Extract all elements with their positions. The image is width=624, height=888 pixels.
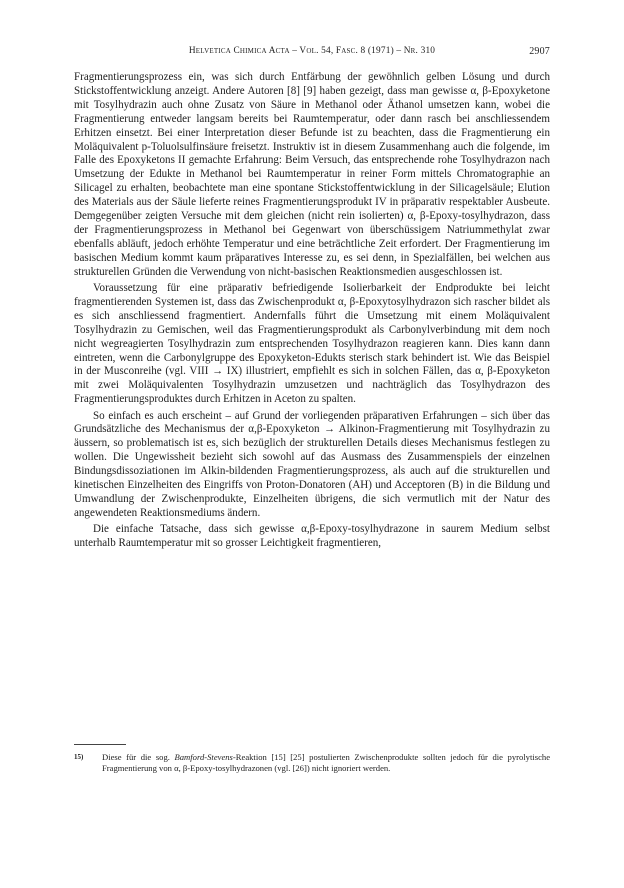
paragraph-isolation: Voraussetzung für eine präparativ befriedigende Isolierbarkeit der Endprodukte bei leicht fragmentierenden Systemen ist, dass das Zwischenprodukt α, β-Epoxytosylhydrazon sich rascher bildet als es sich anschliessend fragmentiert. Andernfalls führt die Umsetzung mit einem Moläquivalent Tosylhydrazin zu Gemischen, weil das Fragmentierungsprodukt als Carbonylverbindung mit dem noch nicht wegreagierten Tosylhydrazin zum entsprechenden Tosylhydrazon reagieren kann. Dies kann dann eintreten, wenn die Carbonylgruppe des Epoxyketon-Edukts sterisch stark behindert ist. Wie das Beispiel in der Musconreihe (vgl. VIII → IX) illustriert, empfiehlt es sich in solchen Fällen, das α, β-Epoxyketon mit zwei Moläquivalenten Tosylhydrazin umzusetzen und nachträglich das Tosylhydrazon des Fragmentierungsproduktes durch Erhitzen in Aceton zu spalten. (74, 281, 550, 406)
journal-citation: Helvetica Chimica Acta – Vol. 54, Fasc. 8 (1971) – Nr. 310 (188, 46, 436, 56)
footnote-rest: -Reaktion [15] [25] postulierten Zwischenprodukte sollten jedoch für die pyrolytische Fragmentierung von α, β-Epoxy-tosylhydrazonen (vgl. [26]) nicht ignoriert werden. (102, 752, 551, 774)
footnote (74, 752, 550, 775)
footnote-text (102, 752, 550, 775)
footnote-reaction-name: Bamford-Stevens (174, 752, 233, 762)
running-header (74, 46, 550, 60)
paragraph-continued: Fragmentierungsprozess ein, was sich durch Entfärbung der gewöhnlich gelben Lösung und durch Stickstoffentwicklung anzeigt. Andere Autoren [8] [9] haben gezeigt, dass man gewisse α, β-Epoxyketone mit Tosylhydrazin auch ohne Zusatz von Säure in Methanol oder Äthanol umsetzen kann, wobei die Fragmentierung entweder langsam bereits bei Raumtemperatur, oder dann rasch bei anschliessendem Erhitzen einsetzt. Bei einer Interpretation dieser Befunde ist zu beachten, dass die Fragmentierung ein Moläquivalent p-Toluolsulfinsäure freisetzt. Instruktiv ist in diesem Zusammenhang auch die folgende, im Falle des Epoxyketons II gemachte Erfahrung: Beim Versuch, das entsprechende rohe Tosylhydrazon nach Umsetzung der Edukte in Methanol bei Raumtemperatur in reiner Form mittels Chromatographie an Silicagel zu erhalten, beobachtete man eine spontane Stickstoffentwicklung in der Silicagelsäule; Elution des Materials aus der Säule lieferte reines Fragmentierungsprodukt IV in präparativ respektabler Ausbeute. Demgegenüber zeigten Versuche mit dem gleichen (nicht rein isolierten) α, β-Epoxy-tosylhydrazon, dass der Fragmentierungsprozess in Methanol bei Gegenwart von überschüssigem Natriummethylat zwar ebenfalls abläuft, jedoch erhöhte Temperatur und eine beträchtliche Zeit erfordert. Der Fragmentierung im basischen Medium kommt kaum präparatives Interesse zu, es sei denn, in Spezialfällen, bei welchen aus strukturellen Gründen die Verwendung von nicht-basischen Reaktionsmedien ausgeschlossen ist. (74, 71, 550, 278)
page-number: 2907 (529, 46, 550, 57)
footnote-lead: Diese für die sog. (102, 752, 170, 762)
article-body (74, 71, 550, 551)
paragraph-mechanism: So einfach es auch erscheint – auf Grund der vorliegenden präparativen Erfahrungen – sich über das Grundsätzliche des Mechanismus der α,β-Epoxyketon → Alkinon-Fragmentierung mit Tosylhydrazin zu äussern, so problematisch ist es, sich bezüglich der strukturellen Details dieses Mechanismus festlegen zu wollen. Die Ungewissheit bezieht sich sowohl auf das Ausmass des Zusammenspiels der einzelnen Bindungsdissoziationen im Alkin-bildenden Fragmentierungsprozess, als auch auf die strukturellen und kinetischen Einzelheiten des Eingriffs von Proton-Donatoren (AH) und Acceptoren (B) in die Bildung und Umwandlung der Zwischenprodukte, Einzelheiten übrigens, die sich vermutlich mit der Natur des angewendeten Reaktionsmediums ändern. (74, 409, 550, 519)
footnote-divider (74, 744, 126, 745)
footnote-marker: 15) (74, 753, 84, 761)
paragraph-acid-medium: Die einfache Tatsache, dass sich gewisse α,β-Epoxy-tosylhydrazone in saurem Medium selbst unterhalb Raumtemperatur mit so grosser Leichtigkeit fragmentieren, (74, 523, 550, 550)
